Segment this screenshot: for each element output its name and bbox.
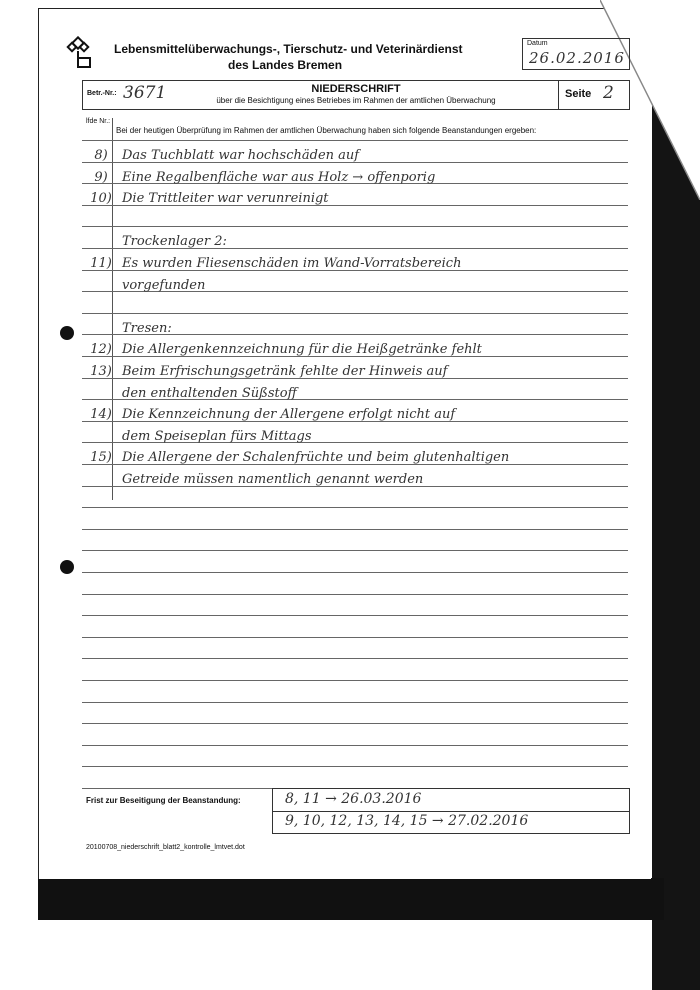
finding-row [82,448,628,470]
finding-number: 9) [94,169,108,185]
betr-nr-label: Betr.-Nr.: [87,90,117,97]
page-value: 2 [603,83,614,103]
finding-row [82,427,628,449]
ruled-line [82,507,628,508]
finding-text: Es wurden Fliesenschäden im Wand-Vorratsbereich [122,256,462,271]
finding-row [82,384,628,406]
finding-row [82,297,628,319]
finding-text: Das Tuchblatt war hochschäden auf [122,148,360,163]
finding-text: Die Kennzeichnung der Allergene erfolgt nicht auf [122,407,456,423]
date-box [522,38,630,70]
ruled-line [82,702,628,703]
finding-number: 10) [90,191,112,207]
finding-text: Die Trittleiter war verunreinigt [122,191,329,207]
bremen-key-logo-icon [66,36,94,70]
ruled-line [82,723,628,724]
finding-row [82,362,628,384]
ruled-line [82,615,628,616]
betr-nr-value: 3671 [123,83,167,103]
finding-text: Die Allergenkennzeichnung für die Heißgetränke fehlt [122,342,482,358]
ruled-line [82,529,628,530]
finding-text: Trockenlager 2: [122,234,227,250]
finding-number: 8) [94,148,108,163]
finding-row [82,189,628,211]
finding-row [82,146,628,168]
deadline-line-2: 9, 10, 12, 13, 14, 15 → 27.02.2016 [285,813,529,829]
deadline-divider [273,811,629,812]
finding-text: den enthaltenden Süßstoff [122,385,297,401]
finding-number: 14) [90,407,112,423]
ruled-line [82,550,628,551]
ruled-line [82,572,628,573]
date-value: 26.02.2016 [529,49,625,67]
finding-row [82,340,628,362]
finding-row [82,470,628,492]
deadline-line-1: 8, 11 → 26.03.2016 [285,791,422,807]
page-label: Seite [565,88,592,100]
ruled-line [82,637,628,638]
finding-number: 13) [90,364,112,379]
deadline-label: Frist zur Beseitigung der Beanstandung: [86,796,241,805]
ruled-line [82,594,628,595]
finding-row [82,211,628,233]
ruled-line [82,140,628,141]
ruled-line [82,680,628,681]
finding-row [82,232,628,254]
ruled-line [82,766,628,767]
page-number-box [558,81,629,109]
document-subtitle: über die Besichtigung eines Betriebes im Rahmen der amtlichen Überwachung [216,96,496,105]
finding-number: 15) [90,450,112,466]
finding-row [82,168,628,190]
finding-text: Beim Erfrischungsgetränk fehlte der Hinweis auf [122,364,448,379]
finding-text: dem Speiseplan fürs Mittags [122,428,312,444]
finding-text: Tresen: [122,320,172,336]
document-title: NIEDERSCHRIFT [311,83,401,95]
authority-title: Lebensmittelüberwachungs-, Tierschutz- und Veterinärdienst [114,42,463,56]
findings-intro: Bei der heutigen Überprüfung im Rahmen der amtlichen Überwachung haben sich folgende Beanstandungen ergeben: [116,126,537,135]
ruled-line [82,658,628,659]
finding-row [82,276,628,298]
finding-number: 12) [90,342,112,358]
finding-row [82,405,628,427]
row-number-column-label: lfde Nr.: [86,118,111,125]
record-header-row [82,80,630,110]
finding-text: Eine Regalbenfläche war aus Holz → offenporig [122,169,436,185]
scan-shadow-bottom [38,878,664,920]
finding-row [82,319,628,341]
scan-shadow-right [652,96,700,990]
template-filename: 20100708_niederschrift_blatt2_kontrolle_lmtvet.dot [86,844,245,851]
date-label: Datum [527,40,548,47]
deadline-box [272,788,630,834]
finding-text: Getreide müssen namentlich genannt werden [122,472,424,487]
punch-hole [60,560,74,574]
ruled-line [82,745,628,746]
authority-subtitle: des Landes Bremen [228,58,343,72]
finding-text: Die Allergene der Schalenfrüchte und beim glutenhaltigen [122,450,510,466]
finding-row [82,254,628,276]
punch-hole [60,326,74,340]
finding-number: 11) [90,256,112,271]
finding-text: vorgefunden [122,277,206,293]
